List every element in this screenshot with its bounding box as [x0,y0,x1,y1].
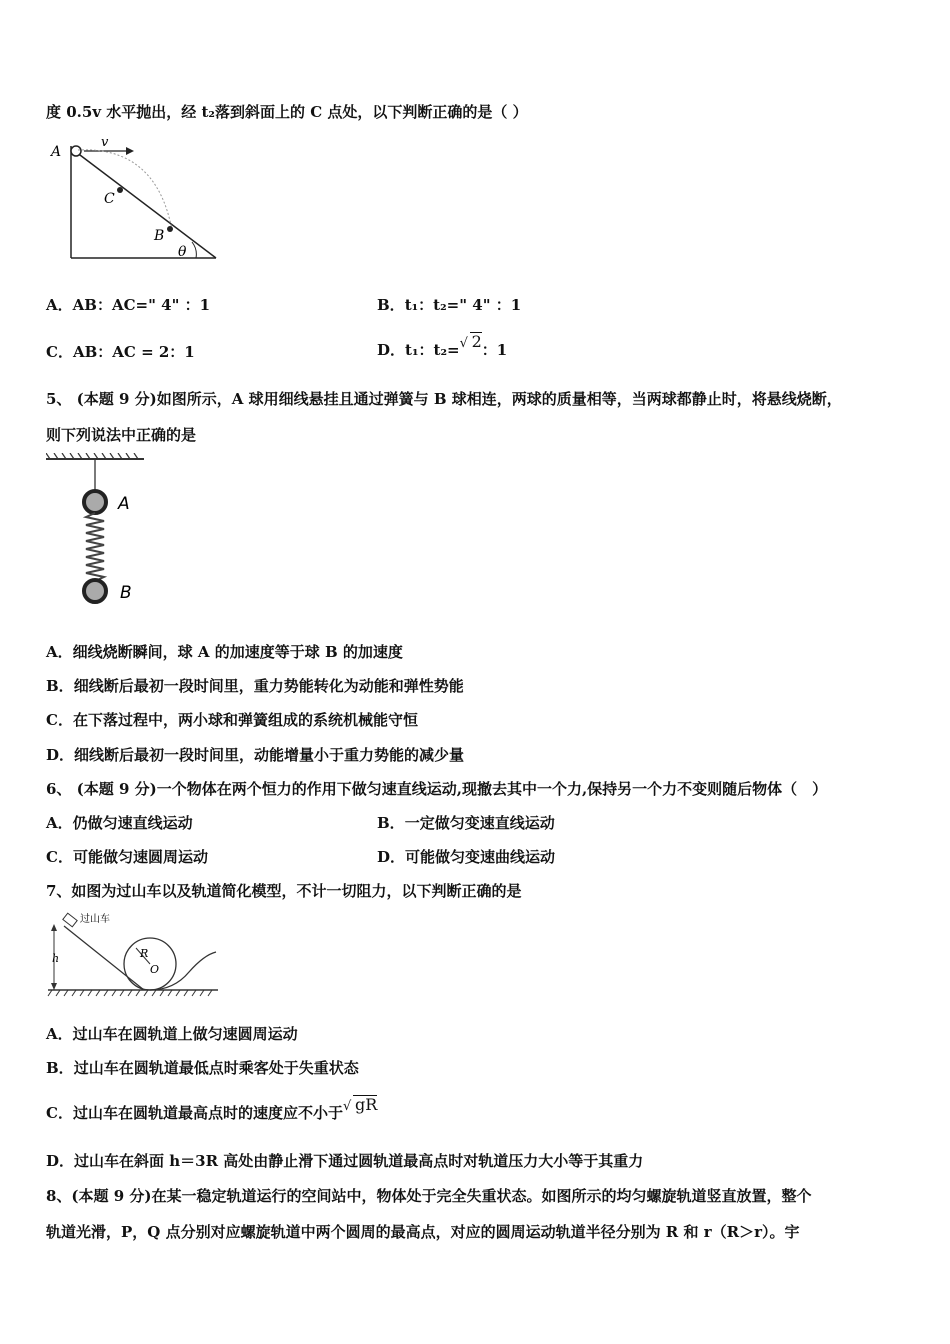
q4-option-d[interactable]: D．t₁：t₂= √ 2：1 [377,332,508,359]
q5-option-b[interactable]: B．细线断后最初一段时间里，重力势能转化为动能和弹性势能 [46,677,464,695]
label-C: C [104,191,115,207]
sqrt-2: √ 2 [459,332,482,351]
q4-option-a[interactable]: A．AB：AC=" 4" ：1 [46,296,211,314]
q6-option-c[interactable]: C．可能做匀速圆周运动 [46,848,208,866]
label-O: O [150,963,160,976]
q5-stem-line1: 5、 (本题 9 分)如图所示，A 球用细线悬挂且通过弹簧与 B 球相连，两球的质量相等，当两球都静止时，将悬线烧断， [46,390,842,408]
spring-figure [46,453,156,608]
q6-option-b[interactable]: B．一定做匀变速直线运动 [377,814,555,832]
label-theta: θ [178,244,187,260]
roller-coaster-figure [44,910,224,998]
sqrt-gR: √ gR [342,1095,378,1114]
label-h: h [52,952,60,965]
q5-option-c[interactable]: C．在下落过程中，两小球和弹簧组成的系统机械能守恒 [46,711,418,729]
q5-stem-line2: 则下列说法中正确的是 [46,426,197,444]
q8-stem-line1: 8、(本题 9 分)在某一稳定轨道运行的空间站中，物体处于完全失重状态。如图所示的均匀螺旋轨道竖直放置，整个 [46,1187,812,1205]
label-car: 过山车 [80,914,110,925]
label-A: A [51,144,62,160]
q7-option-b[interactable]: B．过山车在圆轨道最低点时乘客处于失重状态 [46,1059,359,1077]
q4-option-c[interactable]: C．AB：AC = 2：1 [46,343,195,361]
q7-option-a[interactable]: A．过山车在圆轨道上做匀速圆周运动 [46,1025,298,1043]
q8-stem-line2: 轨道光滑，P，Q 点分别对应螺旋轨道中两个圆周的最高点，对应的圆周运动轨道半径分别为 R 和 r（R＞r）。宇 [46,1223,800,1241]
incline-figure [46,138,221,263]
q4-option-b[interactable]: B．t₁：t₂=" 4" ：1 [377,296,522,314]
q7-option-d[interactable]: D．过山车在斜面 h＝3R 高处由静止滑下通过圆轨道最高点时对轨道压力大小等于其重力 [46,1152,644,1170]
label-B: B [120,583,132,603]
label-B: B [154,228,165,244]
q7-stem: 7、如图为过山车以及轨道简化模型，不计一切阻力，以下判断正确的是 [46,882,522,900]
q5-option-a[interactable]: A．细线烧断瞬间，球 A 的加速度等于球 B 的加速度 [46,643,403,661]
q5-option-d[interactable]: D．细线断后最初一段时间里，动能增量小于重力势能的减少量 [46,746,465,764]
q7-option-c[interactable]: C．过山车在圆轨道最高点时的速度应不小于 √ gR [46,1095,378,1122]
label-R: R [140,947,149,960]
q6-stem: 6、 (本题 9 分)一个物体在两个恒力的作用下做匀速直线运动,现撤去其中一个力,保持另一个力不变则随后物体（ ） [46,780,828,798]
q6-option-d[interactable]: D．可能做匀变速曲线运动 [377,848,556,866]
label-A: A [118,494,130,514]
label-v: v [101,138,109,150]
q6-option-a[interactable]: A．仍做匀速直线运动 [46,814,193,832]
q4-stem: 度 0.5v 水平抛出，经 t₂落到斜面上的 C 点处，以下判断正确的是（ ） [46,103,528,121]
